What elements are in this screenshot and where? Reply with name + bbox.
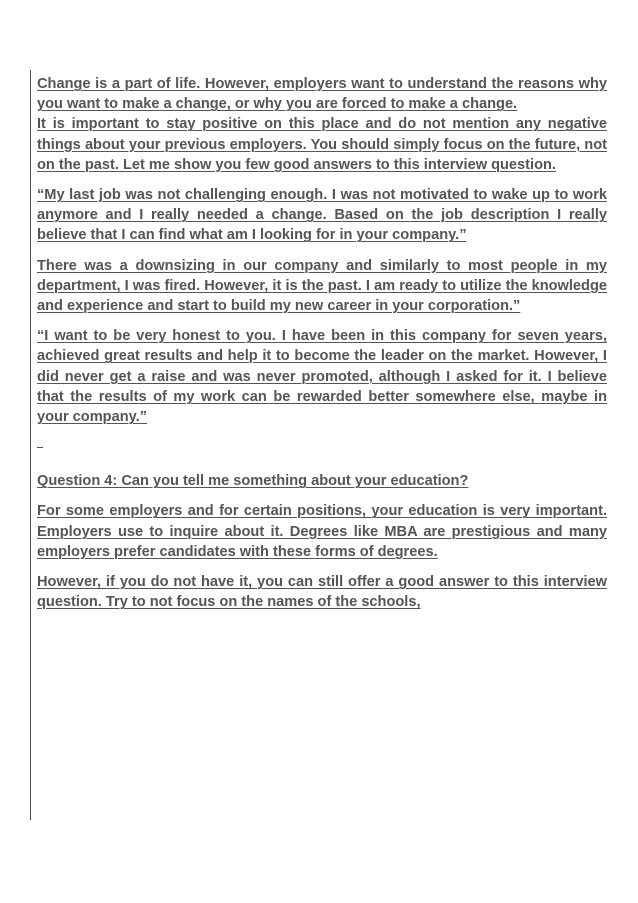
document-body	[37, 74, 607, 622]
question-heading: Question 4: Can you tell me something about your education?	[37, 473, 469, 490]
intro-paragraph-2: It is important to stay positive on this place and do not mention any negative things about your previous employers. You should simply focus on the future, not on the past. Let me show you few good answers to this interview question.	[37, 116, 607, 173]
education-paragraph-1: For some employers and for certain positions, your education is very important. Employers use to inquire about it. Degrees like MBA are prestigious and many employers prefer candidates with these forms of degrees.	[37, 503, 607, 560]
sample-answer-2: There was a downsizing in our company and similarly to most people in my department, I was fired. However, it is the past. I am ready to utilize the knowledge and experience and start to build my new career in your corporation.”	[37, 257, 607, 315]
dash-mark	[37, 447, 43, 448]
left-margin-rule	[30, 70, 31, 820]
intro-paragraph-1: Change is a part of life. However, employers want to understand the reasons why you want to make a change, or why you are forced to make a change.	[37, 76, 607, 113]
sample-answer-3: “I want to be very honest to you. I have been in this company for seven years, achieved great results and help it to become the leader on the market. However, I did never get a raise and was never promoted, although I asked for it. I believe that the results of my work can be rewarded better somewhere else, maybe in your company.”	[37, 328, 607, 426]
spacer-line	[37, 437, 607, 471]
education-paragraph-2: However, if you do not have it, you can still offer a good answer to this interview question. Try to not focus on the names of the schools,	[37, 574, 607, 611]
sample-answer-1: “My last job was not challenging enough. I was not motivated to wake up to work anymore and I really needed a change. Based on the job description I really believe that I can find what am I looking for in your company.”	[37, 187, 607, 244]
